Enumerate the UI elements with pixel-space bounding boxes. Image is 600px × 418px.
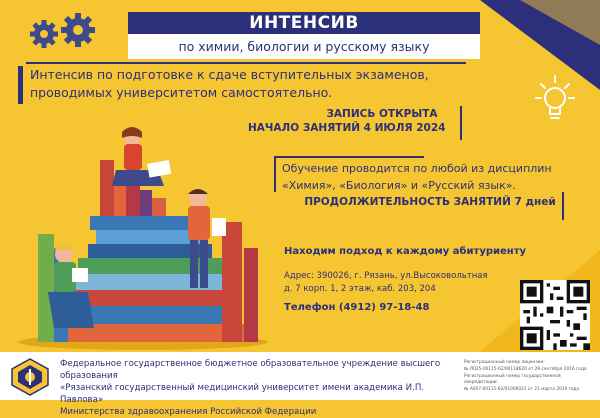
enrollment-open: ЗАПИСЬ ОТКРЫТА [326, 108, 438, 120]
university-emblem-icon [8, 357, 52, 397]
intro-accent-bar [18, 66, 23, 104]
duration-frame [562, 192, 564, 220]
intro-line-1: Интенсив по подготовке к сдаче вступительных экзаменов, [30, 67, 429, 82]
page-subtitle: по химии, биологии и русскому языку [178, 39, 430, 54]
reg-line-2: № Л035-00115-62/00118620 от 29 сентября 2016 года [464, 366, 587, 372]
footer-line-2: «Рязанский государственный медицинский университет имени академика И.П. Павлова» [60, 383, 425, 405]
disciplines-line-2: «Химия», «Биология» и «Русский язык». [282, 179, 516, 192]
phone: Телефон (4912) 97-18-48 [284, 302, 430, 313]
approach-text: Находим подход к каждому абитуриенту [284, 246, 527, 257]
gears-icon [28, 12, 108, 52]
page-title: ИНТЕНСИВ [249, 13, 359, 33]
disciplines-line-1: Обучение проводится по любой из дисциплин [282, 162, 552, 175]
reg-line-1: Регистрационный номер лицензии: [464, 360, 545, 365]
disciplines-text [282, 160, 582, 194]
intro-text [30, 66, 500, 102]
duration: ПРОДОЛЖИТЕЛЬНОСТЬ ЗАНЯТИЙ 7 дней [304, 196, 556, 208]
reg-line-4: № А007-00115-62/01006021 от 21 марта 2019 года [464, 387, 580, 393]
disciplines-frame-top [274, 156, 424, 158]
address-line-1: Адрес: 390026, г. Рязань, ул.Высоковольтная [284, 271, 488, 281]
footer-registration [464, 360, 596, 394]
footer-line-1: Федеральное государственное бюджетное образовательное учреждение высшего образования [60, 359, 441, 381]
light-bulb-icon [530, 72, 580, 124]
intro-frame [26, 62, 466, 64]
intro-line-2: проводимых университетом самостоятельно. [30, 85, 333, 100]
qr-code[interactable] [520, 280, 590, 350]
start-frame [460, 106, 462, 140]
students-books-illustration [8, 128, 278, 354]
footer-line-3: Министерства здравоохранения Российской Федерации [60, 407, 317, 417]
address [284, 270, 514, 296]
start-date: НАЧАЛО ЗАНЯТИЙ 4 ИЮЛЯ 2024 [248, 122, 446, 134]
address-line-2: д. 7 корп. 1, 2 этаж, каб. 203, 204 [284, 284, 436, 294]
reg-line-3: Регистрационный номер государственной аккредитации: [464, 373, 561, 386]
footer-institution [60, 358, 460, 418]
